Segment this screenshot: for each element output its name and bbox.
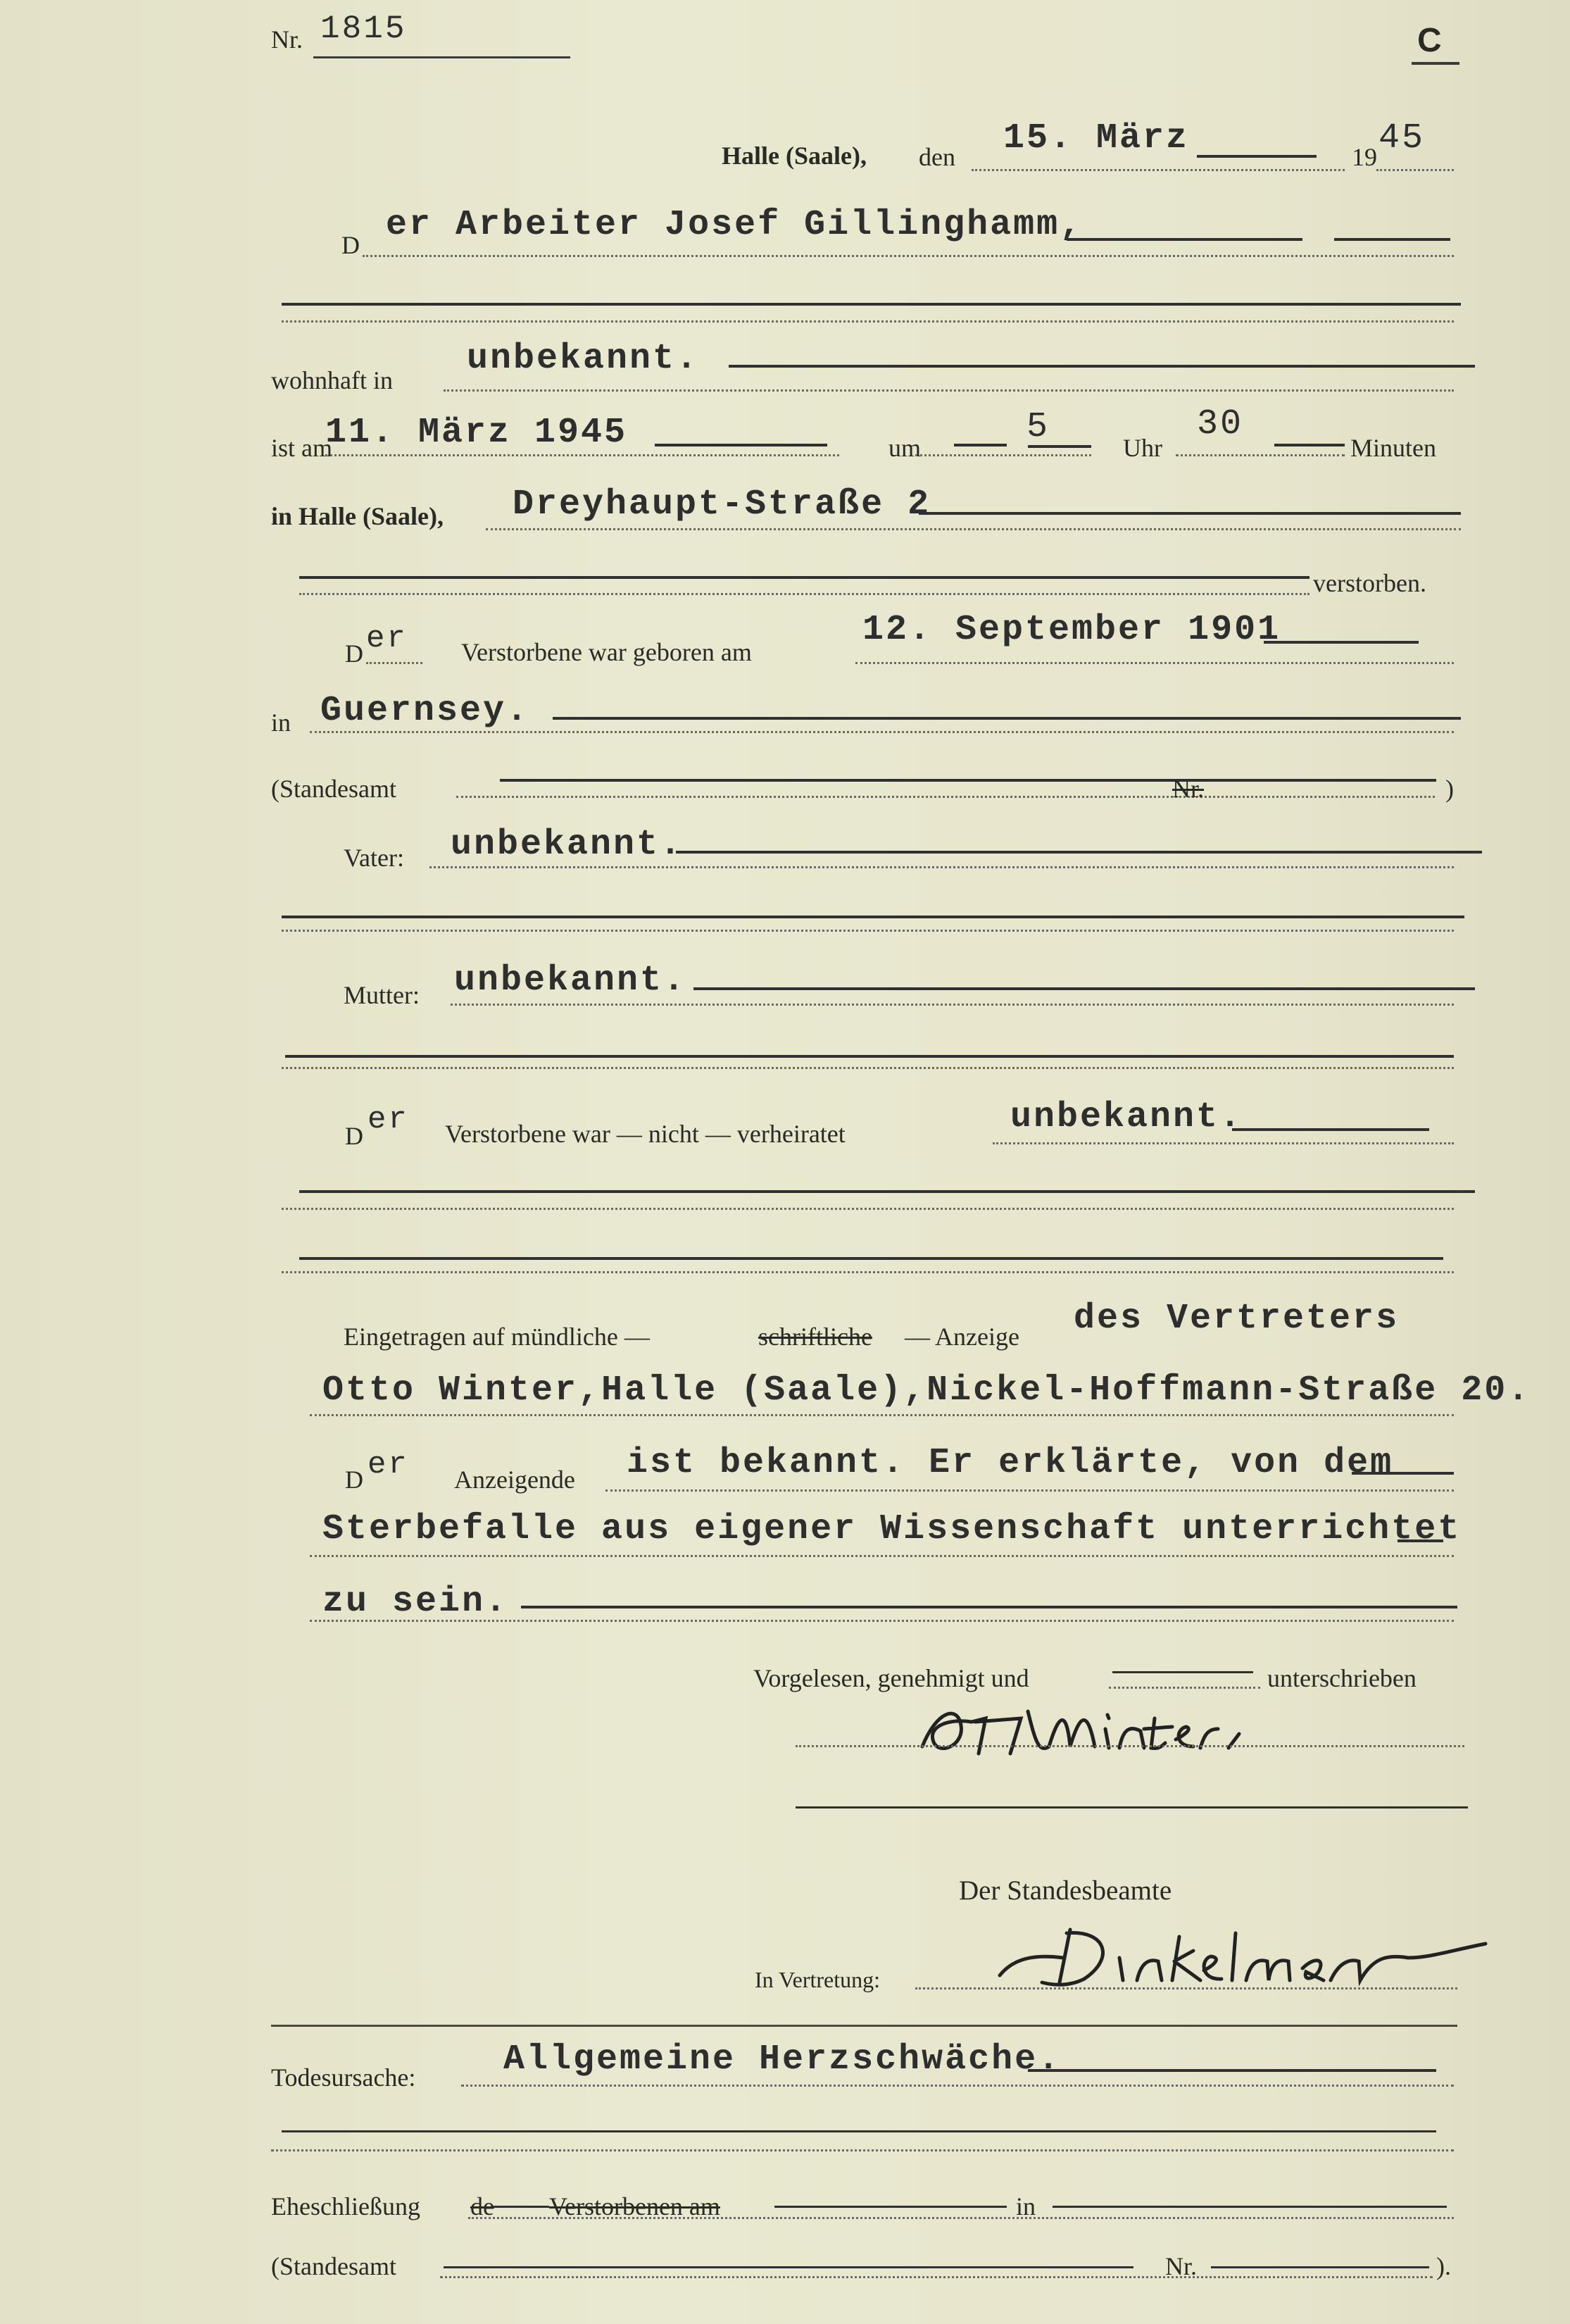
marriage-dash-3 [1053, 2206, 1447, 2208]
marriage-standesamt-dotted [440, 2276, 1433, 2278]
born-dash [1264, 641, 1419, 644]
marital-dotted-line [993, 1142, 1454, 1144]
died-date: 11. März 1945 [325, 413, 628, 453]
born-dotted-line [855, 662, 1454, 664]
father2-dash [282, 916, 1464, 918]
died-dotted-line [325, 454, 839, 456]
letter-underline [1412, 62, 1459, 65]
place2-dotted-line [299, 593, 1310, 595]
mother-value: unbekannt. [454, 961, 687, 1001]
deceased-name: er Arbeiter Josef Gillinghamm, [386, 205, 1084, 245]
birthplace: Guernsey. [320, 691, 530, 731]
report-line-2: Otto Winter,Halle (Saale),Nickel-Hoffmann-Straße 20. [322, 1370, 1531, 1411]
entry-date: 15. März [1003, 118, 1190, 158]
nr-underline [313, 56, 570, 58]
den-label: den [919, 143, 955, 171]
report4-dotted-line [310, 1555, 1454, 1557]
born-label: Verstorbene war geboren am [461, 638, 752, 666]
standesamt-label: (Standesamt [271, 775, 396, 803]
mother-label: Mutter: [344, 981, 420, 1009]
residence-value: unbekannt. [467, 339, 700, 379]
marital2-dash [299, 1190, 1475, 1193]
informant-signature [908, 1697, 1415, 1768]
form-letter: C [1417, 22, 1442, 59]
informant-suffix: er [368, 1447, 409, 1482]
place2-dash [299, 576, 1310, 579]
standesamt-close: ) [1445, 775, 1454, 803]
place-dash [919, 512, 1461, 515]
marital-prefix: D [345, 1122, 363, 1150]
mother2-dotted-line [282, 1067, 1454, 1069]
name-dotted-line [363, 255, 1454, 257]
year-prefix: 19 [1352, 143, 1377, 171]
standesamt-nr: Nr. [1172, 775, 1204, 803]
death-hour: 5 [1026, 407, 1050, 447]
marital-dash [1232, 1128, 1429, 1131]
born-suffix: er [366, 621, 408, 656]
in-vertretung-label: In Vertretung: [755, 1967, 881, 1992]
read-label-2: unterschrieben [1267, 1664, 1417, 1692]
marriage-label: Eheschließung [271, 2192, 420, 2220]
marital-label: Verstorbene war — nicht — verheiratet [445, 1120, 846, 1148]
birthplace-dotted-line [310, 731, 1454, 733]
marriage-struck-2: Verstorbenen am [549, 2192, 720, 2220]
marriage-standesamt-dash [444, 2266, 1133, 2268]
report-line-4: Sterbefalle aus eigener Wissenschaft unterrichtet [322, 1509, 1462, 1549]
birthplace-dash [553, 717, 1461, 720]
death-place: Dreyhaupt-Straße 2 [513, 485, 931, 525]
marriage-dash-2 [774, 2206, 1007, 2208]
cause-dash [1028, 2069, 1436, 2072]
place-label: Halle (Saale), [722, 142, 867, 170]
born-suffix-dots [366, 662, 422, 664]
marital2-dotted-line [282, 1208, 1454, 1210]
marriage-dotted-line [468, 2217, 1454, 2219]
marriage-nr-label: Nr. [1165, 2252, 1197, 2280]
death-place-label: in Halle (Saale), [271, 502, 444, 530]
marriage-struck-1: de [470, 2192, 494, 2220]
standesamt-dash [500, 779, 1436, 782]
verstorben-label: verstorben. [1313, 569, 1426, 597]
father-dotted-line [429, 866, 1454, 868]
registrar-label: Der Standesbeamte [959, 1875, 1172, 1906]
date-dash [1197, 155, 1317, 158]
marital3-dash [299, 1257, 1443, 1260]
marital3-dotted-line [282, 1271, 1454, 1273]
cause2-dotted-line [271, 2149, 1454, 2151]
minuten-label: Minuten [1350, 434, 1436, 462]
died-label: ist am [271, 434, 332, 462]
informant-label: Anzeigende [454, 1466, 575, 1494]
father-dash [676, 851, 1482, 854]
standesamt-dotted-line [456, 796, 1435, 798]
report5-dotted-line [310, 1620, 1454, 1622]
father2-dotted-line [282, 930, 1454, 932]
marital-suffix: er [368, 1102, 409, 1137]
report4-dash [1398, 1539, 1443, 1542]
birthplace-label: in [271, 708, 291, 737]
place-dotted-line [486, 528, 1461, 530]
report5-dash [521, 1606, 1457, 1608]
mother-dotted-line [451, 1004, 1454, 1006]
marriage-dash-1 [493, 2206, 549, 2208]
sig1-dotted-line [796, 1745, 1464, 1747]
register-number: 1815 [320, 11, 407, 47]
name2-dotted-line [282, 320, 1454, 323]
report-label-struck: schriftliche [758, 1323, 872, 1351]
informant-prefix: D [345, 1466, 363, 1494]
marriage-in-label: in [1016, 2192, 1036, 2220]
nr-label: Nr. [271, 25, 303, 54]
mother-dash [693, 987, 1475, 990]
read-dotted-line [1109, 1687, 1260, 1689]
section-rule-1 [271, 2025, 1457, 2027]
marriage-close: ). [1436, 2252, 1451, 2280]
read-dash [1112, 1671, 1253, 1673]
report3-dash [1352, 1472, 1454, 1475]
death-minutes: 30 [1197, 404, 1244, 444]
marriage-nr-dash [1211, 2266, 1429, 2268]
report-line-1: des Vertreters [1074, 1299, 1400, 1339]
father-label: Vater: [344, 844, 404, 872]
name-dash-1 [1067, 238, 1302, 241]
mother2-dash [285, 1055, 1454, 1058]
hour-dotted-line [915, 454, 1091, 456]
residence-dash [729, 365, 1475, 368]
year-dotted-line [1376, 169, 1454, 171]
died-dash [655, 444, 827, 446]
uhr-label: Uhr [1123, 434, 1162, 462]
d-prefix: D [341, 231, 360, 259]
um-label: um [888, 434, 922, 462]
name2-dash [282, 303, 1461, 306]
date-dotted-line [972, 169, 1345, 171]
cause-dotted-line [461, 2085, 1454, 2087]
cause-value: Allgemeine Herzschwäche. [503, 2039, 1062, 2080]
marriage-standesamt-label: (Standesamt [271, 2252, 396, 2280]
name-dash-2 [1334, 238, 1450, 241]
read-label-1: Vorgelesen, genehmigt und [753, 1664, 1029, 1692]
hour-dash-2 [1028, 445, 1091, 448]
registrar-signature [993, 1916, 1500, 2000]
minutes-dash [1274, 444, 1345, 446]
residence-dotted-line [444, 389, 1454, 392]
year-suffix: 45 [1379, 118, 1426, 158]
cause2-dash [282, 2130, 1436, 2132]
cause-label: Todesursache: [271, 2063, 416, 2092]
sig2-dash [796, 1806, 1468, 1808]
minutes-dotted-line [1176, 454, 1345, 456]
report2-dotted-line [310, 1414, 1454, 1416]
report-label-end: — Anzeige [905, 1323, 1019, 1351]
report-line-3: ist bekannt. Er erklärte, von dem [627, 1443, 1394, 1483]
father-value: unbekannt. [451, 825, 684, 865]
report-line-5: zu sein. [322, 1582, 509, 1622]
born-date: 12. September 1901 [862, 610, 1281, 650]
residence-label: wohnhaft in [271, 366, 393, 394]
born-prefix: D [345, 639, 363, 668]
hour-dash-1 [954, 444, 1007, 446]
report-label-start: Eingetragen auf mündliche — [344, 1323, 650, 1351]
report3-dotted-line [605, 1489, 1454, 1492]
marital-value: unbekannt. [1010, 1097, 1243, 1137]
